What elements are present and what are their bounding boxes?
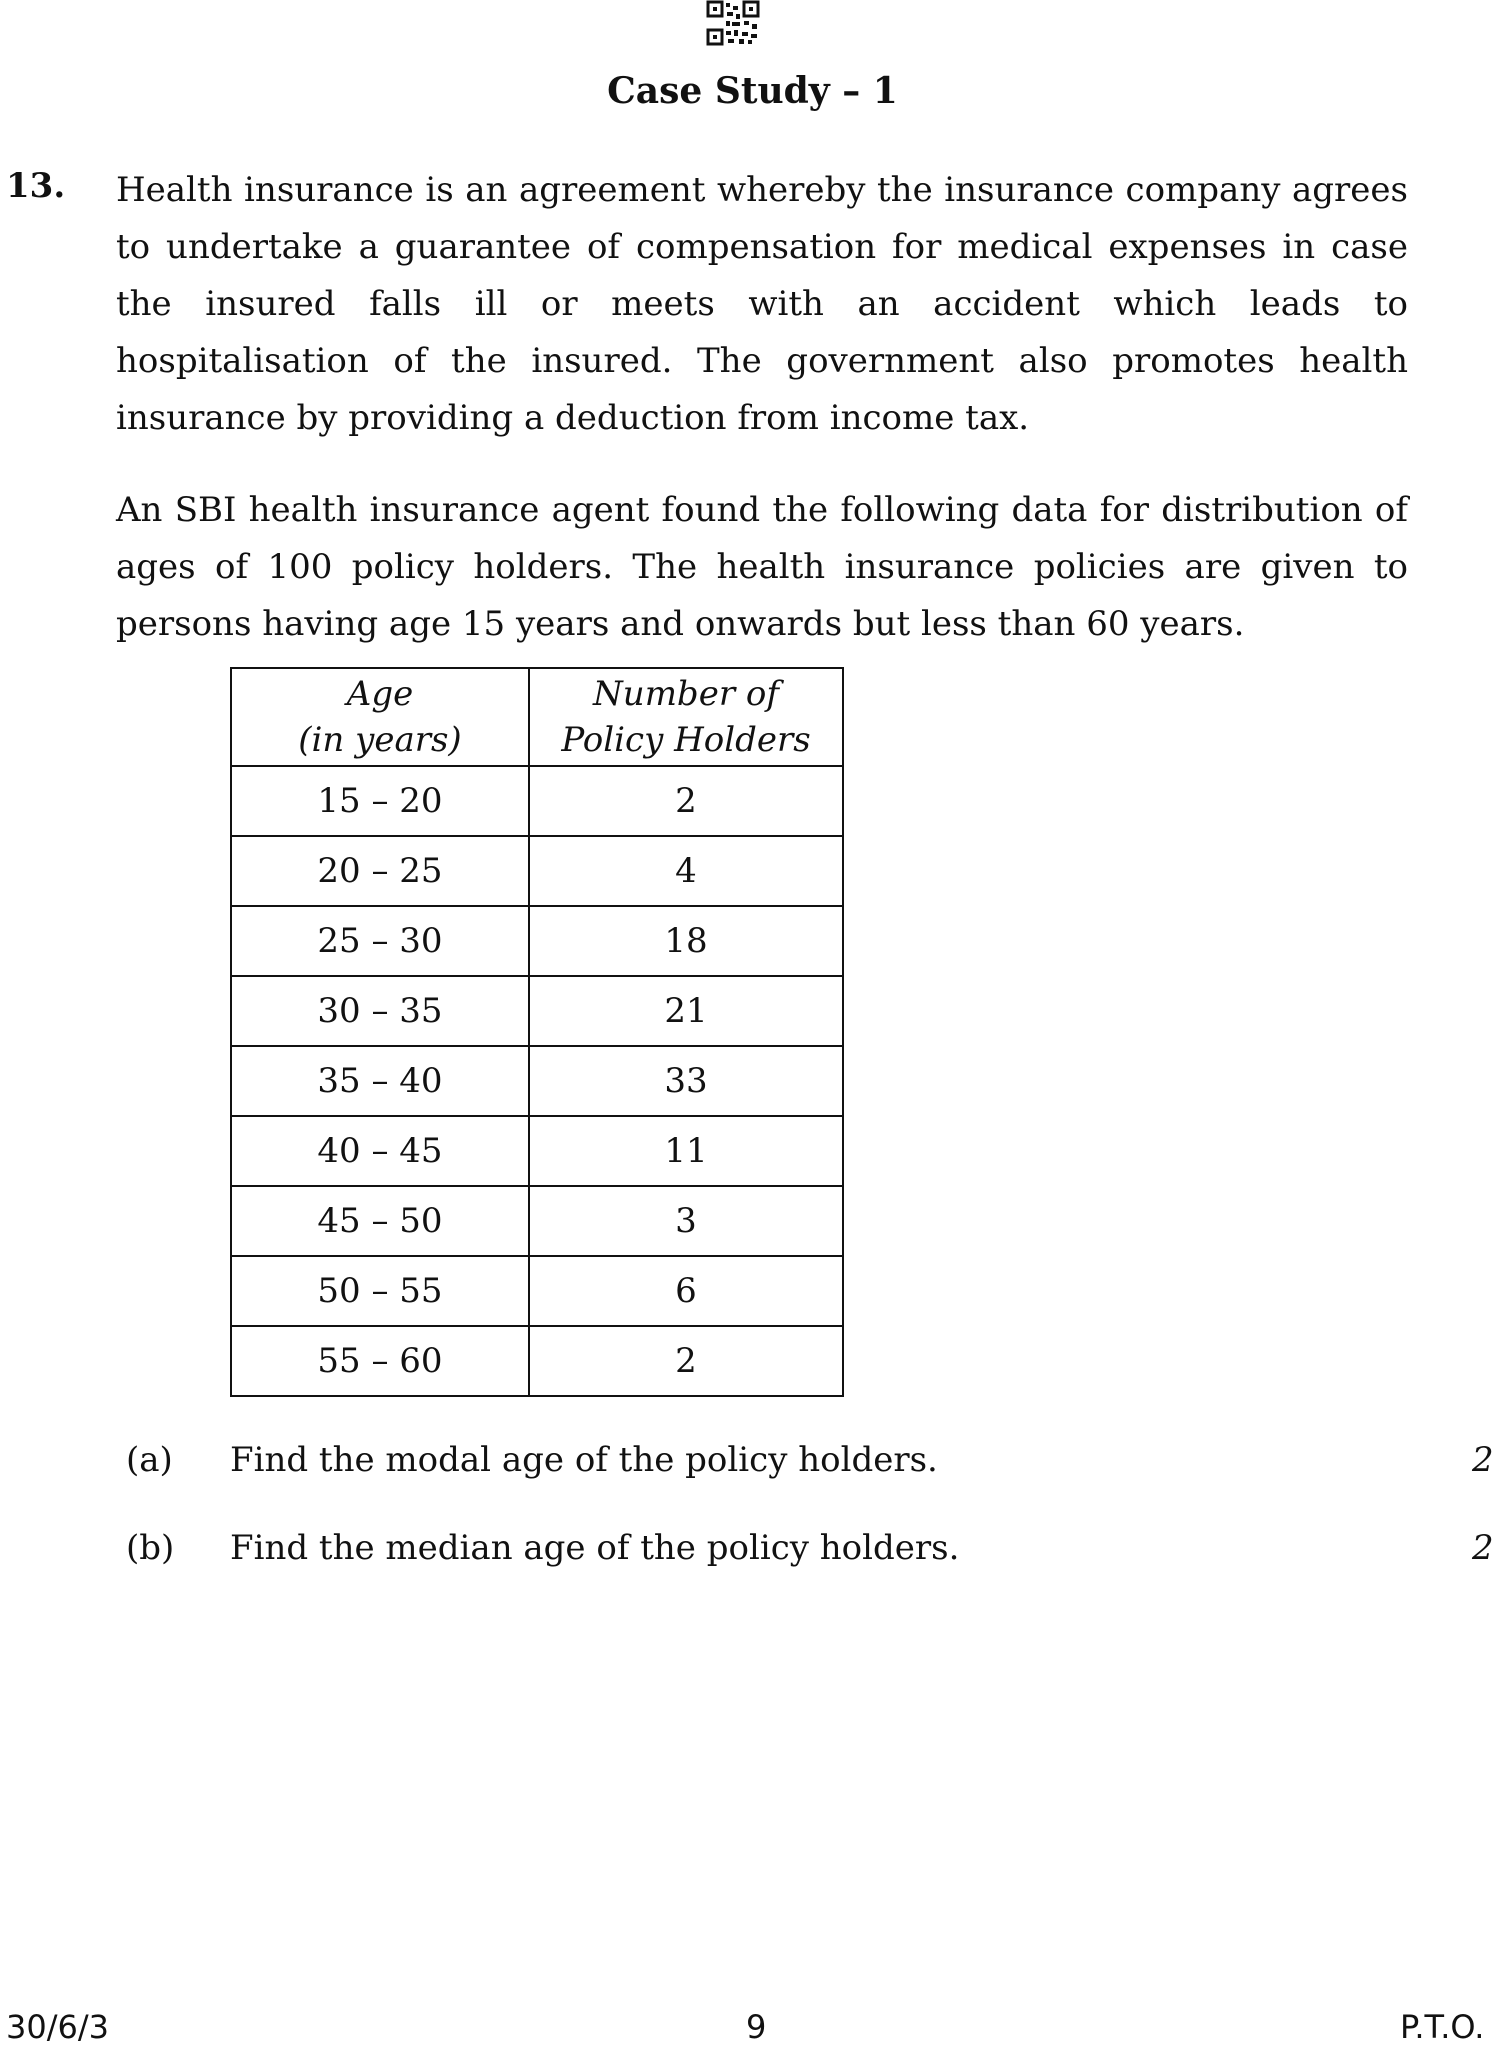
footer-page-number: 9 <box>746 2008 767 2046</box>
table-row <box>231 906 843 976</box>
header-age <box>231 668 529 766</box>
header-policy-holders <box>529 668 843 766</box>
header-age-label: Age <box>346 674 414 714</box>
count-cell: 21 <box>529 976 843 1046</box>
question-number: 13. <box>6 166 66 206</box>
age-distribution-table <box>230 667 844 1397</box>
header-count-label-2: Policy Holders <box>561 720 811 760</box>
count-cell: 4 <box>529 836 843 906</box>
table-row <box>231 1256 843 1326</box>
footer-pto: P.T.O. <box>1400 2008 1485 2046</box>
age-cell: 15 – 20 <box>231 766 529 836</box>
count-cell: 3 <box>529 1186 843 1256</box>
subquestion-b-marks: 2 <box>1472 1528 1494 1568</box>
table-row <box>231 766 843 836</box>
age-cell: 35 – 40 <box>231 1046 529 1116</box>
case-study-title: Case Study – 1 <box>607 70 898 112</box>
age-cell: 30 – 35 <box>231 976 529 1046</box>
count-cell: 6 <box>529 1256 843 1326</box>
header-age-unit: (in years) <box>298 720 462 760</box>
qr-code <box>706 0 760 46</box>
table-row <box>231 836 843 906</box>
age-cell: 45 – 50 <box>231 1186 529 1256</box>
footer-paper-code: 30/6/3 <box>6 2008 109 2046</box>
table-row <box>231 1046 843 1116</box>
subquestion-a-label: (a) <box>126 1440 173 1480</box>
table-row <box>231 1326 843 1396</box>
count-cell: 11 <box>529 1116 843 1186</box>
subquestion-b-text: Find the median age of the policy holders. <box>230 1528 960 1568</box>
count-cell: 18 <box>529 906 843 976</box>
question-paragraph-2: An SBI health insurance agent found the following data for distribution of ages of 100 policy holders. The health insurance policies are given to persons having age 15 years and onwards but less than 60 years. <box>116 490 1408 644</box>
table-row <box>231 976 843 1046</box>
subquestion-a-text: Find the modal age of the policy holders. <box>230 1440 938 1480</box>
header-count-label-1: Number of <box>593 674 779 714</box>
age-cell: 40 – 45 <box>231 1116 529 1186</box>
table-row <box>231 1116 843 1186</box>
subquestion-a-marks: 2 <box>1472 1440 1494 1480</box>
age-cell: 25 – 30 <box>231 906 529 976</box>
table-header-row <box>231 668 843 766</box>
count-cell: 2 <box>529 766 843 836</box>
count-cell: 33 <box>529 1046 843 1116</box>
age-cell: 20 – 25 <box>231 836 529 906</box>
count-cell: 2 <box>529 1326 843 1396</box>
question-paragraph-1: Health insurance is an agreement whereby the insurance company agrees to undertake a guarantee of compensation for medical expenses in case the insured falls ill or meets with an accident which leads to hospitalisation of the insured. The government also promotes health insurance by providing a deduction from income tax. <box>116 170 1408 438</box>
table-row <box>231 1186 843 1256</box>
age-cell: 55 – 60 <box>231 1326 529 1396</box>
age-cell: 50 – 55 <box>231 1256 529 1326</box>
subquestion-b-label: (b) <box>126 1528 175 1568</box>
